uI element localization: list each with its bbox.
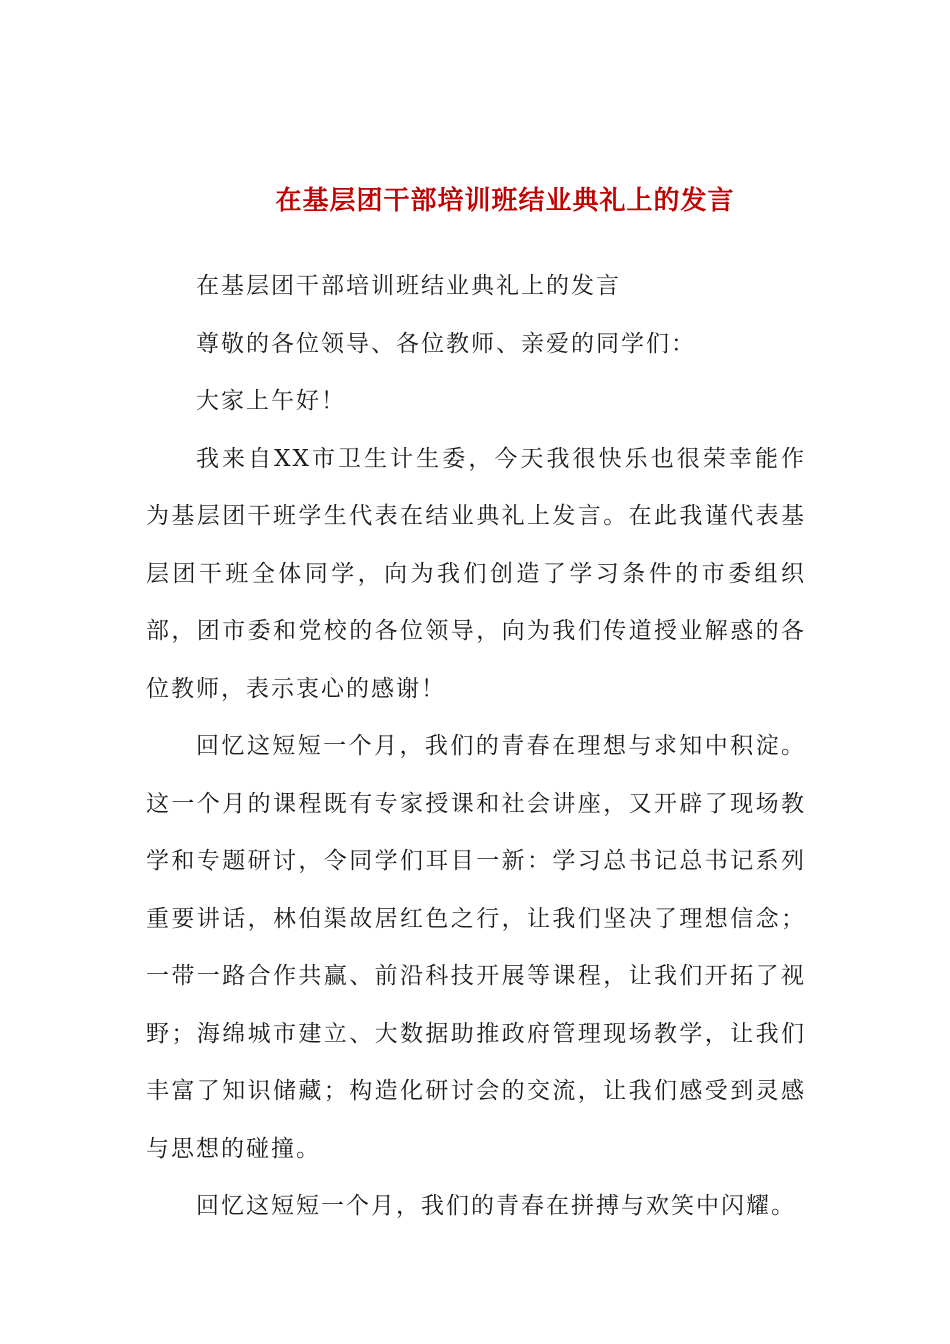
paragraph-greeting: 大家上午好！ bbox=[196, 388, 346, 414]
document-body bbox=[146, 258, 806, 1236]
paragraph-salutation: 尊敬的各位领导、各位教师、亲爱的同学们： bbox=[196, 330, 696, 357]
paragraph-youth-review: 回忆这短短一个月，我们的青春在拼搏与欢笑中闪耀。 bbox=[196, 1193, 796, 1219]
paragraph-introduction: 我来自XX市卫生计生委，今天我很快乐也很荣幸能作为基层团干班学生代表在结业典礼上发言。在此我谨代表基层团干班全体同学，向为我们创造了学习条件的市委组织部，团市委和党校的各位领导，向为我们传道授业解惑的各位教师，表示衷心的感谢！ bbox=[146, 445, 806, 702]
paragraph-subtitle: 在基层团干部培训班结业典礼上的发言 bbox=[196, 273, 621, 299]
document-title: 在基层团干部培训班结业典礼上的发言 bbox=[275, 186, 735, 216]
paragraph-learning-review: 回忆这短短一个月，我们的青春在理想与求知中积淀。这一个月的课程既有专家授课和社会讲座，又开辟了现场教学和专题研讨，令同学们耳目一新：学习总书记总书记系列重要讲话，林伯渠故居红色之行，让我们坚决了理想信念；一带一路合作共赢、前沿科技开展等课程，让我们开拓了视野；海绵城市建立、大数据助推政府管理现场教学，让我们丰富了知识储藏；构造化研讨会的交流，让我们感受到灵感与思想的碰撞。 bbox=[146, 733, 806, 1162]
